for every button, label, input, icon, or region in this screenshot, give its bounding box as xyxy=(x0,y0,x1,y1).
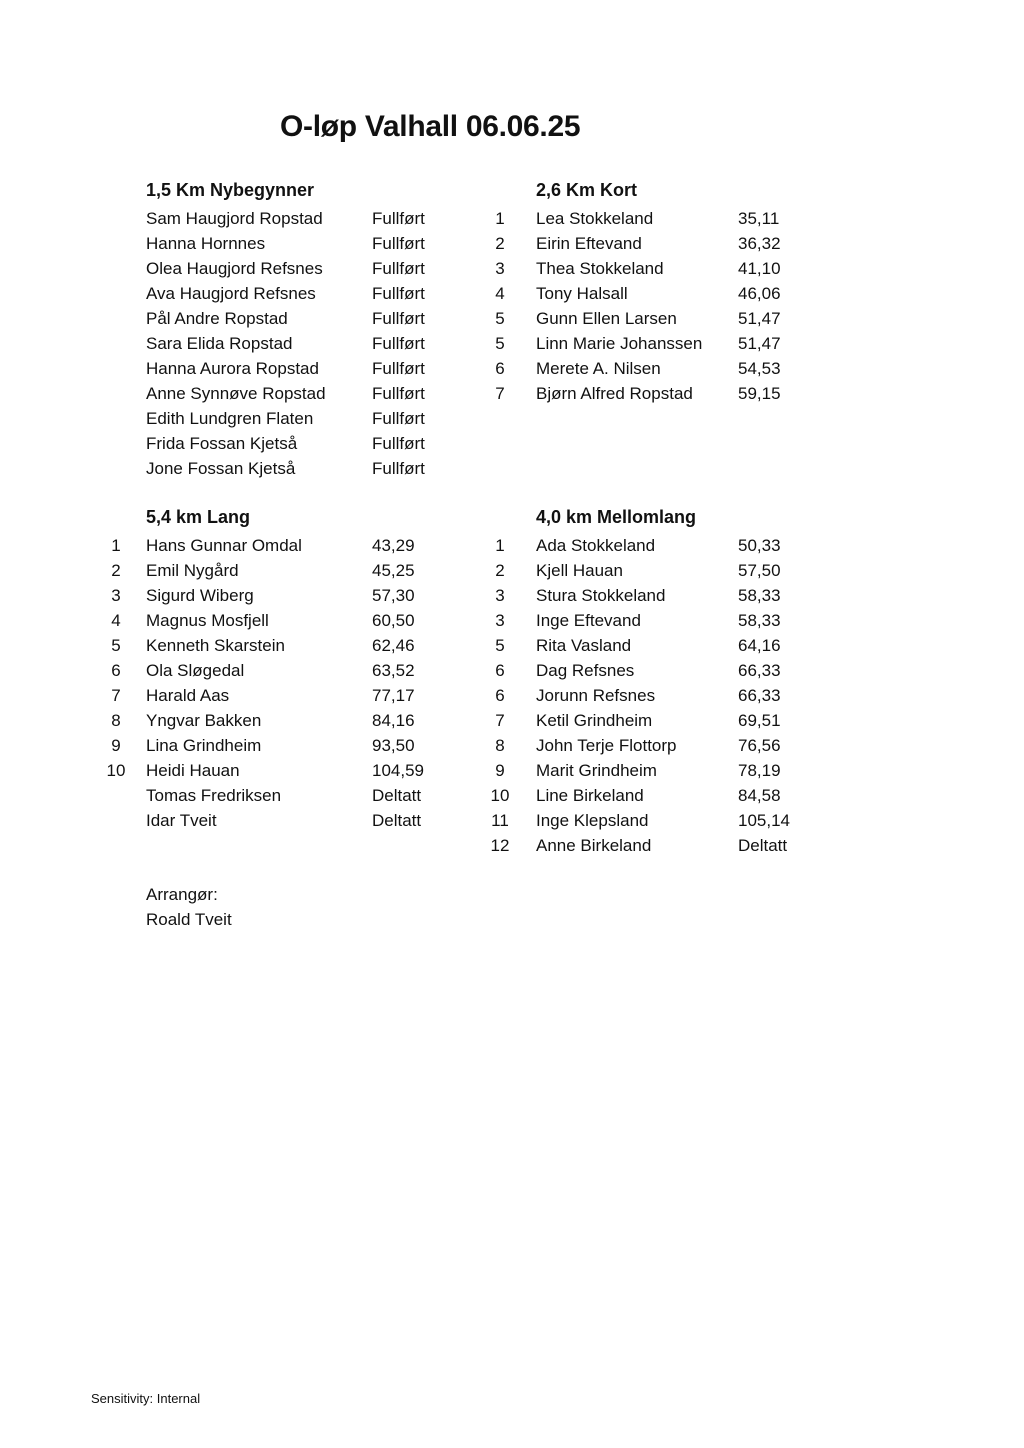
section-heading: 4,0 km Mellomlang xyxy=(536,507,697,527)
result-cell: 59,15 xyxy=(738,384,781,403)
rank-cell: 5 xyxy=(495,636,505,655)
section-heading: 2,6 Km Kort xyxy=(536,180,638,200)
name-cell: Magnus Mosfjell xyxy=(146,611,269,630)
rank-cell: 11 xyxy=(491,811,509,830)
name-cell: Ada Stokkeland xyxy=(536,536,656,555)
result-cell: 93,50 xyxy=(372,736,415,755)
result-cell: 105,14 xyxy=(738,811,790,830)
rank-cell: 2 xyxy=(495,561,505,580)
name-cell: John Terje Flottorp xyxy=(536,736,677,755)
name-cell: Kenneth Skarstein xyxy=(146,636,285,655)
result-cell: Fullført xyxy=(372,409,425,428)
result-cell: 63,52 xyxy=(372,661,415,680)
result-cell: 60,50 xyxy=(372,611,415,630)
rank-cell: 10 xyxy=(490,786,510,805)
section-heading: 1,5 Km Nybegynner xyxy=(146,180,315,200)
name-cell: Thea Stokkeland xyxy=(536,259,664,278)
result-cell: 77,17 xyxy=(372,686,415,705)
name-cell: Lina Grindheim xyxy=(146,736,262,755)
result-cell: 66,33 xyxy=(738,686,781,705)
result-cell: 57,50 xyxy=(738,561,781,580)
rank-cell: 7 xyxy=(495,384,505,403)
name-cell: Frida Fossan Kjetså xyxy=(146,434,298,453)
name-cell: Dag Refsnes xyxy=(536,661,635,680)
rank-cell: 2 xyxy=(111,561,121,580)
name-cell: Edith Lundgren Flaten xyxy=(146,409,314,428)
name-cell: Marit Grindheim xyxy=(536,761,657,780)
rank-cell: 8 xyxy=(111,711,121,730)
result-cell: 76,56 xyxy=(738,736,781,755)
name-cell: Inge Eftevand xyxy=(536,611,641,630)
rank-cell: 3 xyxy=(495,259,505,278)
result-cell: Deltatt xyxy=(738,836,788,855)
result-cell: Fullført xyxy=(372,259,425,278)
result-cell: Fullført xyxy=(372,309,425,328)
name-cell: Sara Elida Ropstad xyxy=(146,334,293,353)
name-cell: Anne Birkeland xyxy=(536,836,652,855)
name-cell: Bjørn Alfred Ropstad xyxy=(536,384,693,403)
result-cell: Fullført xyxy=(372,334,425,353)
name-cell: Gunn Ellen Larsen xyxy=(536,309,677,328)
rank-cell: 6 xyxy=(111,661,121,680)
result-cell: Fullført xyxy=(372,459,425,478)
name-cell: Kjell Hauan xyxy=(536,561,623,580)
result-cell: 36,32 xyxy=(738,234,781,253)
rank-cell: 2 xyxy=(495,234,505,253)
name-cell: Pål Andre Ropstad xyxy=(146,309,288,328)
page-title: O-løp Valhall 06.06.25 xyxy=(280,110,581,143)
result-cell: 41,10 xyxy=(738,259,781,278)
result-cell: Fullført xyxy=(372,234,425,253)
result-cell: Fullført xyxy=(372,284,425,303)
rank-cell: 4 xyxy=(495,284,505,303)
name-cell: Linn Marie Johanssen xyxy=(536,334,703,353)
result-cell: Fullført xyxy=(372,434,425,453)
result-cell: Fullført xyxy=(372,359,425,378)
rank-cell: 3 xyxy=(495,611,505,630)
name-cell: Eirin Eftevand xyxy=(536,234,642,253)
result-cell: 58,33 xyxy=(738,611,781,630)
organizer-block xyxy=(146,882,232,932)
result-cell: Deltatt xyxy=(372,786,422,805)
rank-cell: 9 xyxy=(111,736,121,755)
result-cell: 58,33 xyxy=(738,586,781,605)
name-cell: Ketil Grindheim xyxy=(536,711,653,730)
name-cell: Tony Halsall xyxy=(536,284,628,303)
rank-cell: 9 xyxy=(495,761,505,780)
rank-cell: 1 xyxy=(495,209,505,228)
name-cell: Emil Nygård xyxy=(146,561,239,580)
rank-cell: 4 xyxy=(111,611,121,630)
rank-cell: 12 xyxy=(490,836,510,855)
name-cell: Line Birkeland xyxy=(536,786,644,805)
name-cell: Idar Tveit xyxy=(146,811,217,830)
sensitivity-footer: Sensitivity: Internal xyxy=(91,1391,201,1406)
rank-cell: 6 xyxy=(495,686,505,705)
name-cell: Tomas Fredriksen xyxy=(146,786,282,805)
result-cell: 62,46 xyxy=(372,636,415,655)
result-cell: 45,25 xyxy=(372,561,415,580)
result-cell: 69,51 xyxy=(738,711,781,730)
result-cell: 64,16 xyxy=(738,636,781,655)
result-cell: 104,59 xyxy=(372,761,424,780)
rank-cell: 8 xyxy=(495,736,505,755)
rank-cell: 1 xyxy=(495,536,505,555)
name-cell: Yngvar Bakken xyxy=(146,711,262,730)
result-cell: 84,58 xyxy=(738,786,781,805)
rank-cell: 3 xyxy=(495,586,505,605)
rank-cell: 10 xyxy=(106,761,126,780)
name-cell: Heidi Hauan xyxy=(146,761,240,780)
rank-cell: 7 xyxy=(111,686,121,705)
name-cell: Rita Vasland xyxy=(536,636,632,655)
result-cell: Deltatt xyxy=(372,811,422,830)
organizer-name: Roald Tveit xyxy=(146,910,232,929)
name-cell: Stura Stokkeland xyxy=(536,586,666,605)
name-cell: Hanna Aurora Ropstad xyxy=(146,359,319,378)
name-cell: Hanna Hornnes xyxy=(146,234,266,253)
name-cell: Jone Fossan Kjetså xyxy=(146,459,296,478)
rank-cell: 6 xyxy=(495,359,505,378)
name-cell: Jorunn Refsnes xyxy=(536,686,656,705)
name-cell: Ola Sløgedal xyxy=(146,661,245,680)
rank-cell: 5 xyxy=(495,309,505,328)
name-cell: Anne Synnøve Ropstad xyxy=(146,384,326,403)
result-cell: 35,11 xyxy=(738,209,780,228)
result-cell: 51,47 xyxy=(738,309,781,328)
name-cell: Olea Haugjord Refsnes xyxy=(146,259,323,278)
rank-cell: 5 xyxy=(495,334,505,353)
result-cell: 57,30 xyxy=(372,586,415,605)
result-cell: Fullført xyxy=(372,384,425,403)
result-cell: 78,19 xyxy=(738,761,781,780)
name-cell: Inge Klepsland xyxy=(536,811,649,830)
name-cell: Lea Stokkeland xyxy=(536,209,654,228)
name-cell: Sigurd Wiberg xyxy=(146,586,254,605)
name-cell: Hans Gunnar Omdal xyxy=(146,536,302,555)
result-cell: Fullført xyxy=(372,209,425,228)
result-cell: 43,29 xyxy=(372,536,415,555)
result-cell: 50,33 xyxy=(738,536,781,555)
name-cell: Merete A. Nilsen xyxy=(536,359,661,378)
organizer-label: Arrangør: xyxy=(146,885,218,904)
name-cell: Harald Aas xyxy=(146,686,230,705)
rank-cell: 6 xyxy=(495,661,505,680)
rank-cell: 1 xyxy=(111,536,121,555)
rank-cell: 3 xyxy=(111,586,121,605)
name-cell: Ava Haugjord Refsnes xyxy=(146,284,316,303)
name-cell: Sam Haugjord Ropstad xyxy=(146,209,323,228)
result-cell: 66,33 xyxy=(738,661,781,680)
rank-cell: 7 xyxy=(495,711,505,730)
rank-cell: 5 xyxy=(111,636,121,655)
result-cell: 46,06 xyxy=(738,284,781,303)
result-cell: 84,16 xyxy=(372,711,415,730)
result-cell: 54,53 xyxy=(738,359,781,378)
result-cell: 51,47 xyxy=(738,334,781,353)
section-heading: 5,4 km Lang xyxy=(146,507,251,527)
